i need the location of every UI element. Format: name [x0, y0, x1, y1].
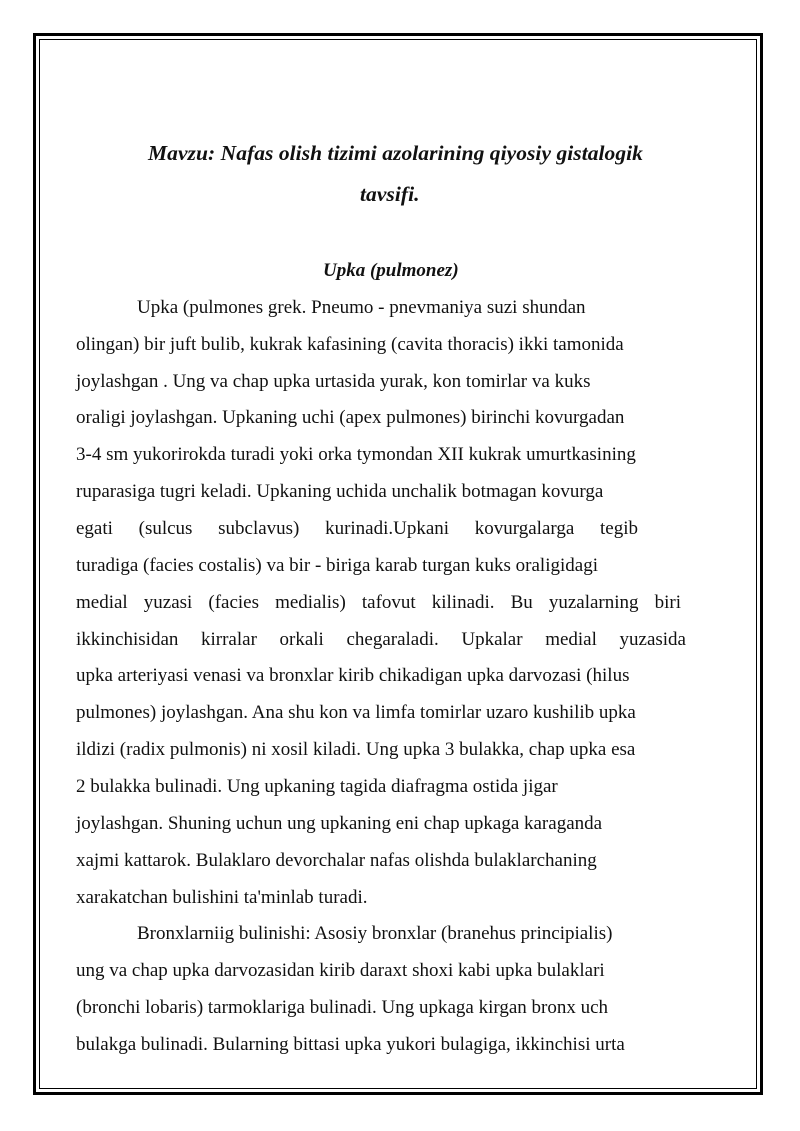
paragraph-line-6: ruparasiga tugri keladi. Upkaning uchida unchalik botmagan kovurga: [76, 481, 604, 502]
paragraph-line-2: olingan) bir juft bulib, kukrak kafasining (cavita thoracis) ikki tamonida: [76, 334, 624, 355]
paragraph-line-8: turadiga (facies costalis) va bir - biriga karab turgan kuks oraligidagi: [76, 555, 598, 576]
paragraph-line-1: Upka (pulmones grek. Pneumo - pnevmaniya suzi shundan: [137, 297, 586, 318]
paragraph-line-17: xarakatchan bulishini ta'minlab turadi.: [76, 887, 368, 908]
paragraph-line-16: xajmi kattarok. Bulaklaro devorchalar nafas olishda bulaklarchaning: [76, 850, 597, 871]
paragraph-line-15: joylashgan. Shuning uchun ung upkaning eni chap upkaga karaganda: [76, 813, 603, 834]
paragraph-line-5: 3-4 sm yukorirokda turadi yoki orka tymondan XII kukrak umurtkasining: [76, 444, 636, 465]
paragraph-line-20: (bronchi lobaris) tarmoklariga bulinadi. Ung upkaga kirgan bronx uch: [76, 997, 609, 1018]
paragraph-line-14: 2 bulakka bulinadi. Ung upkaning tagida diafragma ostida jigar: [76, 776, 558, 797]
paragraph-line-4: oraligi joylashgan. Upkaning uchi (apex pulmones) birinchi kovurgadan: [76, 407, 625, 428]
paragraph-line-19: ung va chap upka darvozasidan kirib daraxt shoxi kabi upka bulaklari: [76, 960, 605, 981]
paragraph-line-10: ikkinchisidan kirralar orkali chegaraladi. Upkalar medial yuzasida: [76, 629, 686, 650]
document-title-line-2: tavsifi.: [360, 182, 420, 206]
paragraph-line-21: bulakga bulinadi. Bularning bittasi upka yukori bulagiga, ikkinchisi urta: [76, 1034, 625, 1055]
document-title-line-1: Mavzu: Nafas olish tizimi azolarining qiyosiy gistalogik: [148, 141, 643, 165]
paragraph-line-13: ildizi (radix pulmonis) ni xosil kiladi. Ung upka 3 bulakka, chap upka esa: [76, 739, 636, 760]
paragraph-line-11: upka arteriyasi venasi va bronxlar kirib chikadigan upka darvozasi (hilus: [76, 665, 630, 686]
paragraph-line-3: joylashgan . Ung va chap upka urtasida yurak, kon tomirlar va kuks: [76, 371, 591, 392]
paragraph-line-9: medial yuzasi (facies medialis) tafovut kilinadi. Bu yuzalarning biri: [76, 592, 681, 613]
paragraph-line-18: Bronxlarniig bulinishi: Asosiy bronxlar (branehus principialis): [137, 923, 613, 944]
paragraph-line-12: pulmones) joylashgan. Ana shu kon va limfa tomirlar uzaro kushilib upka: [76, 702, 636, 723]
paragraph-line-7: egati (sulcus subclavus) kurinadi.Upkani kovurgalarga tegib: [76, 518, 638, 539]
section-heading: Upka (pulmonez): [323, 260, 459, 281]
